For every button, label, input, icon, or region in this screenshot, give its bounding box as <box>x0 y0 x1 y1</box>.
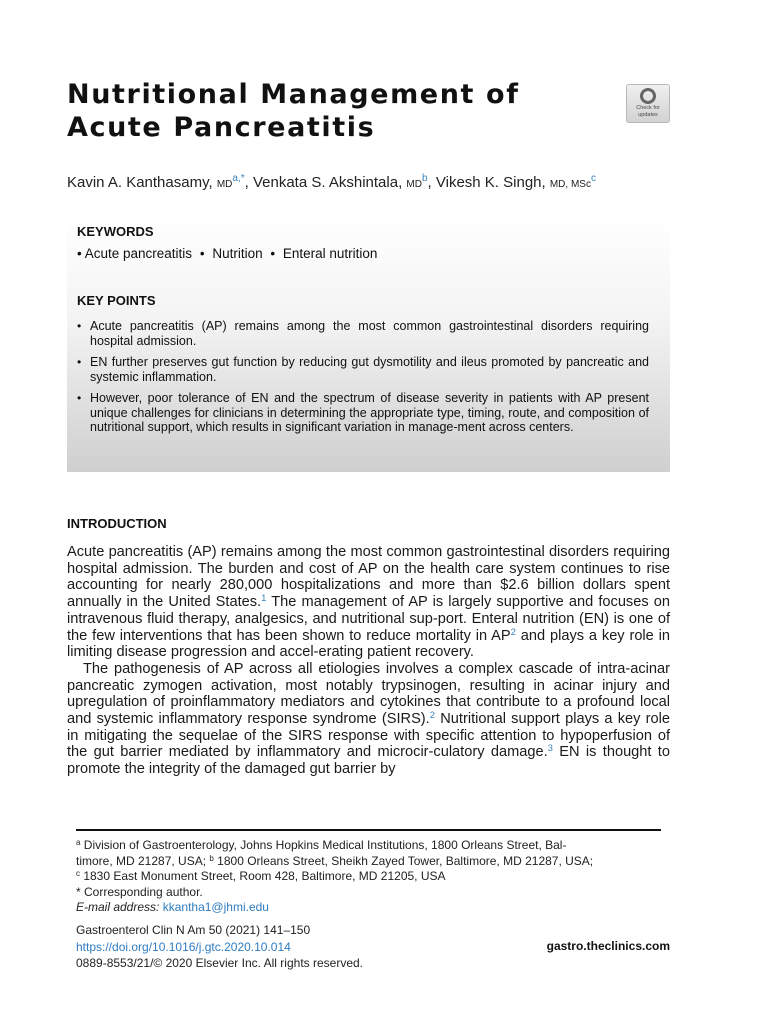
key-point-item: • Acute pancreatitis (AP) remains among the most common gastrointestinal disorders requiring hospital admission. <box>77 319 649 348</box>
author-affiliation-mark[interactable]: a,* <box>232 173 245 184</box>
keyword: Enteral nutrition <box>282 246 378 261</box>
email-line <box>76 900 666 916</box>
paragraph: The pathogenesis of AP across all etiologies involves a complex cascade of intra-acinar pancreatic zymogen activation, most notably trypsinogen, resulting in acinar injury and upregulation of proinflammatory mediators and cytokines that contribute to a profound local and systemic inflammatory response syndrome (SIRS).$^2$ Nutritional support plays a key role in mitigating the sequelae of the SIRS response with specific attention to hypoperfusion of the gut barrier mediated by inflammatory and microcir-culatory damage.$^3$ EN is thought to promote the integrity of the damaged gut barrier by <box>67 660 671 778</box>
author-degree: MD <box>216 179 233 190</box>
author-name: Venkata S. Akshintala, <box>252 174 407 191</box>
journal-info <box>76 922 670 972</box>
key-points-heading: KEY POINTS <box>77 293 156 308</box>
journal-citation: Gastroenterol Clin N Am 50 (2021) 141–150 <box>76 923 311 937</box>
badge-text-line-2: updates <box>638 112 658 118</box>
bullet: • <box>199 246 205 261</box>
introduction-heading: INTRODUCTION <box>67 516 167 531</box>
author-name: Kavin A. Kanthasamy, <box>67 174 217 191</box>
affiliation-c: $^c$ 1830 East Monument Street, Room 428, Baltimore, MD 21205, USA <box>76 869 446 883</box>
journal-site-link[interactable]: gastro.theclinics.com <box>546 939 670 953</box>
footnote-divider <box>76 829 661 831</box>
email-label: E-mail address: <box>76 900 160 914</box>
introduction-body <box>67 544 670 778</box>
footnotes <box>76 838 666 916</box>
doi-link[interactable]: https://doi.org/10.1016/j.gtc.2020.10.014 <box>76 939 291 954</box>
keywords-heading: KEYWORDS <box>77 224 154 239</box>
author-degree: MD <box>406 179 422 190</box>
affiliation-a: $^a$ Division of Gastroenterology, Johns Hopkins Medical Institutions, 1800 Orleans Street, Bal- <box>76 838 567 852</box>
copyright: 0889-8553/21/© 2020 Elsevier Inc. All rights reserved. <box>76 956 364 970</box>
check-for-updates-badge[interactable] <box>626 84 670 123</box>
email-link[interactable]: kkantha1@jhmi.edu <box>162 900 269 914</box>
bullet: • <box>270 246 276 261</box>
affiliation-a-b: timore, MD 21287, USA; $^b$ 1800 Orleans Street, Sheikh Zayed Tower, Baltimore, MD 21287, USA; <box>76 853 594 868</box>
key-points-list <box>77 319 649 442</box>
author-affiliation-mark[interactable]: c <box>590 173 596 184</box>
author-degree: MD, MSc <box>549 179 591 190</box>
key-point-item: • However, poor tolerance of EN and the spectrum of disease severity in patients with AP present unique challenges for clinicians in determining the appropriate type, timing, route, and composition of nutritional support, which results in significant variation in manage-ment across centers. <box>77 391 649 435</box>
key-point-item: • EN further preserves gut function by reducing gut dysmotility and ileus promoted by pancreatic and systemic inflammation. <box>77 355 649 384</box>
reference-link[interactable]: 3 <box>547 743 553 755</box>
author-separator: , <box>427 174 436 191</box>
reference-link[interactable]: 1 <box>261 593 267 605</box>
corresponding-author-note: * Corresponding author. <box>76 884 203 899</box>
keyword: Nutrition <box>212 246 263 261</box>
keywords-list <box>77 246 377 261</box>
title-line-1: Nutritional Management of <box>67 79 520 110</box>
update-check-icon <box>640 88 656 104</box>
keywords-keypoints-box <box>67 214 670 472</box>
badge-text-line-1: Check for <box>636 105 660 111</box>
paragraph: Acute pancreatitis (AP) remains among the most common gastrointestinal disorders requiring hospital admission. The burden and cost of AP on the health care system continues to rise accounting for nearly 280,000 hospitalizations and more than $2.6 billion dollars spent annually in the United States.$^1$ The management of AP is largely supportive and focuses on intravenous fluid therapy, analgesics, and nutritional sup-port. Enteral nutrition (EN) is one of the few interventions that has been shown to reduce mortality in $AP^2$ and plays a key role in limiting disease progression and accel-erating patient recovery. <box>67 544 671 661</box>
reference-link[interactable]: 2 <box>429 710 436 722</box>
article-title <box>67 78 587 144</box>
keyword: Acute pancreatitis <box>84 246 193 261</box>
reference-link[interactable]: 2 <box>510 626 516 638</box>
author-list <box>67 172 677 196</box>
author-affiliation-mark[interactable]: b <box>421 173 428 184</box>
bullet: • <box>77 246 82 261</box>
author-name: Vikesh K. Singh, <box>435 174 550 191</box>
title-line-2: Acute Pancreatitis <box>67 112 376 143</box>
author-separator: , <box>244 174 253 191</box>
